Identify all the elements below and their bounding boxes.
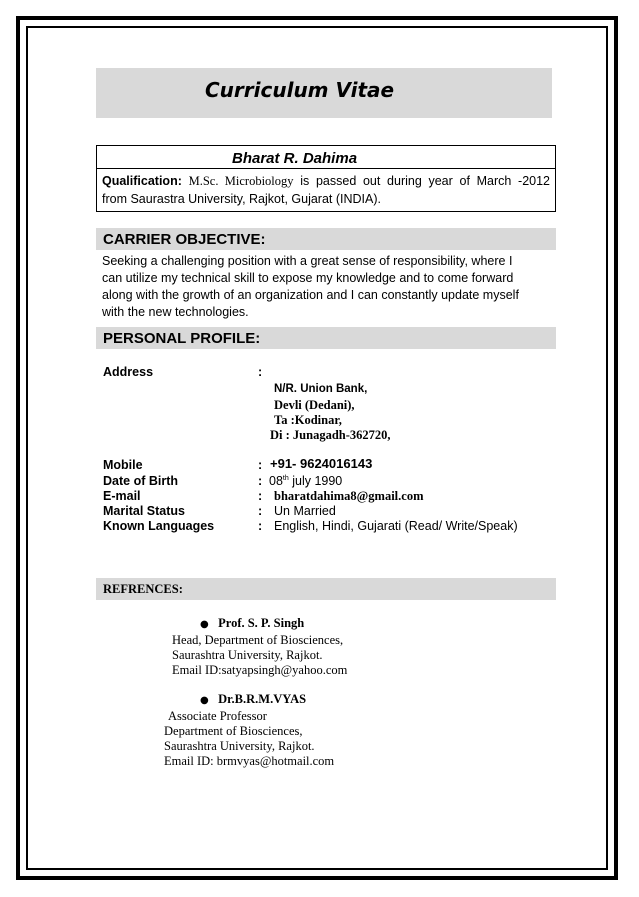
objective-line: with the new technologies.: [102, 305, 249, 319]
languages-colon: :: [258, 519, 263, 533]
reference-detail: Saurashtra University, Rajkot.: [172, 648, 323, 662]
address-label: Address: [103, 365, 154, 379]
marital-label: Marital Status: [103, 504, 185, 518]
bullet-icon: ●: [200, 695, 209, 706]
languages-value: English, Hindi, Gujarati (Read/ Write/Speak): [274, 519, 518, 533]
objective-line: Seeking a challenging position with a great sense of responsibility, where I: [102, 254, 513, 268]
address-line: Di : Junagadh-362720,: [270, 428, 391, 442]
address-line: Devli (Dedani),: [274, 398, 355, 412]
address-line: Ta :Kodinar,: [274, 413, 342, 427]
qualification-label: Qualification:: [102, 174, 182, 188]
objective-title: CARRIER OBJECTIVE:: [103, 231, 266, 248]
reference-name: Dr.B.R.M.VYAS: [218, 692, 307, 706]
dob-label: Date of Birth: [103, 474, 178, 488]
candidate-name: Bharat R. Dahima: [232, 150, 358, 167]
objective-line: along with the growth of an organization and I can constantly update myself: [102, 288, 519, 302]
reference-detail: Email ID: brmvyas@hotmail.com: [164, 754, 335, 768]
qualification-line-2: from Saurastra University, Rajkot, Gujarat (INDIA).: [102, 192, 382, 206]
reference-detail: Department of Biosciences,: [164, 724, 303, 738]
dob-value: [269, 474, 342, 488]
dob-suffix: th: [282, 474, 289, 482]
languages-label: Known Languages: [103, 519, 215, 533]
qualification-line-1: [102, 172, 550, 190]
qualification-degree: M.Sc. Microbiology: [188, 174, 294, 188]
address-line: N/R. Union Bank,: [274, 383, 368, 395]
reference-detail: Saurashtra University, Rajkot.: [164, 739, 315, 753]
marital-colon: :: [258, 504, 263, 518]
qualification-line-1-rest: is passed out during year of March -2012: [300, 174, 551, 188]
profile-title: PERSONAL PROFILE:: [103, 330, 261, 347]
reference-item: [200, 616, 304, 631]
dob-day: 08: [269, 474, 283, 488]
references-title: REFRENCES:: [103, 582, 183, 596]
address-colon: :: [258, 365, 263, 379]
page-title: Curriculum Vitae: [205, 78, 395, 102]
reference-item: [200, 692, 306, 707]
email-label: E-mail: [103, 489, 141, 503]
bullet-icon: ●: [200, 619, 209, 630]
dob-colon: :: [258, 474, 263, 488]
dob-rest: july 1990: [288, 474, 343, 488]
marital-value: Un Married: [274, 504, 336, 518]
email-colon: :: [258, 489, 263, 503]
reference-detail: Associate Professor: [168, 709, 267, 723]
mobile-colon: :: [258, 458, 263, 472]
reference-detail: Head, Department of Biosciences,: [172, 633, 344, 647]
mobile-label: Mobile: [103, 458, 143, 472]
reference-name: Prof. S. P. Singh: [218, 616, 305, 630]
reference-detail: Email ID:satyapsingh@yahoo.com: [172, 663, 348, 677]
objective-line: can utilize my technical skill to expose my knowledge and to come forward: [102, 271, 514, 285]
email-value: bharatdahima8@gmail.com: [274, 489, 424, 503]
mobile-value: +91- 9624016143: [270, 456, 373, 471]
